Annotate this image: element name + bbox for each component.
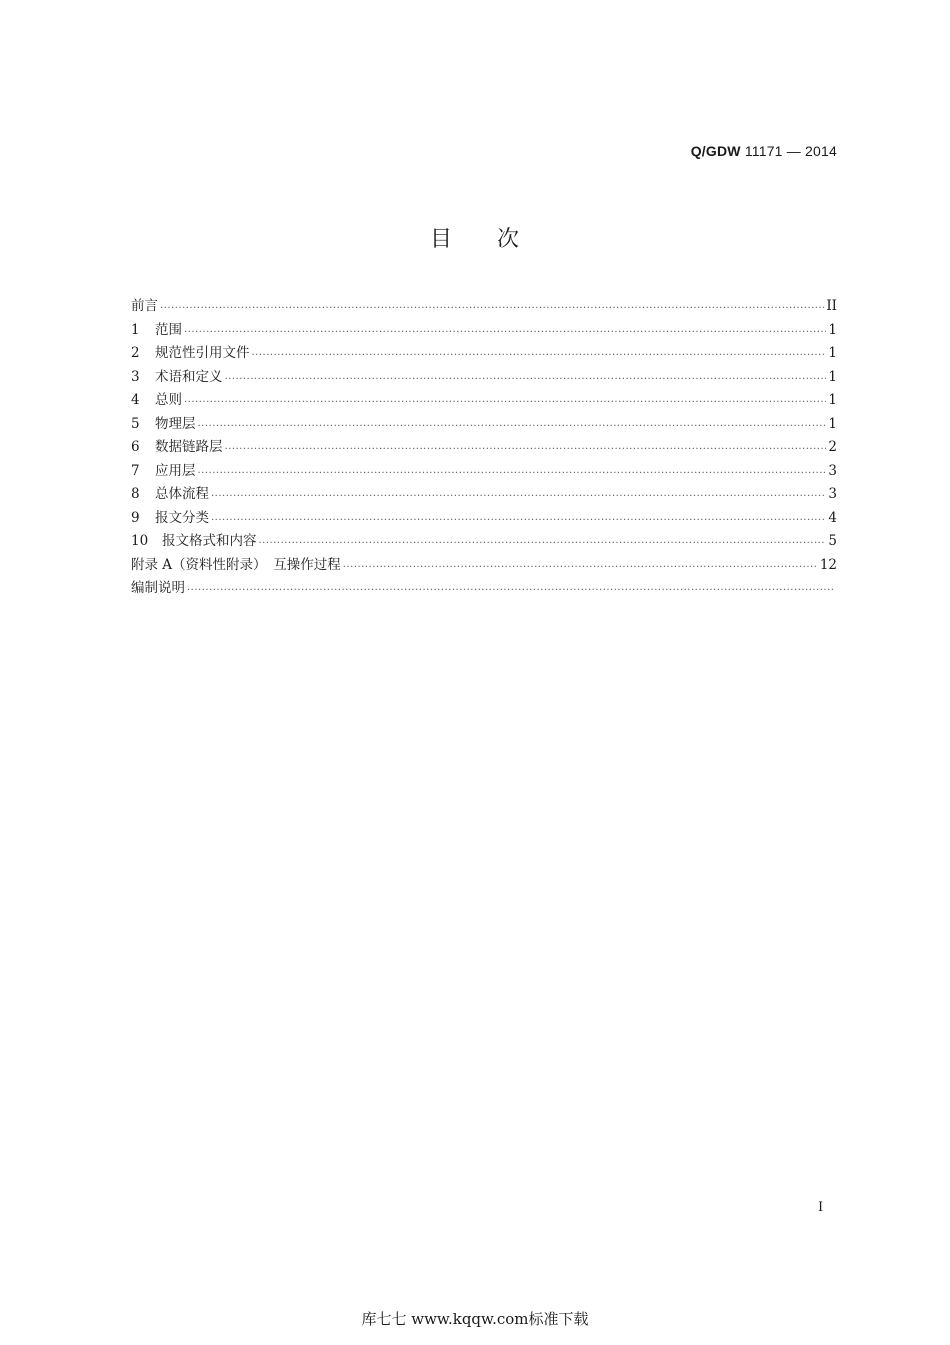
toc-entry-page: 1 (828, 368, 837, 385)
toc-entry[interactable] (131, 578, 837, 602)
toc-title-char-1: 目 (429, 227, 453, 252)
toc-entry-number: 9 (131, 509, 140, 526)
toc-entry-label: 总则 (155, 392, 182, 408)
toc-entry-page: 5 (828, 533, 837, 549)
toc-entry[interactable] (131, 508, 837, 532)
toc-entry-label: 物理层 (155, 415, 196, 432)
toc-entry[interactable] (131, 390, 837, 414)
toc-entry[interactable] (131, 320, 837, 344)
toc-entry-page: 1 (828, 392, 837, 408)
toc-entry[interactable] (131, 484, 837, 508)
toc-entry-label: 报文格式和内容 (162, 533, 257, 549)
toc-entry-page: 3 (828, 462, 837, 479)
toc-leader-dots (184, 320, 826, 340)
toc-entry-label: 术语和定义 (155, 368, 223, 385)
toc-entry[interactable] (131, 531, 837, 555)
toc-leader-dots (225, 367, 827, 387)
toc-leader-dots (198, 461, 827, 481)
toc-entry-number: 1 (131, 321, 140, 338)
standard-code-number: 11171 — 2014 (744, 143, 837, 159)
toc-entry-number: 10 (131, 533, 149, 549)
toc-entry-number: 7 (131, 462, 140, 479)
toc-entry-page: 1 (828, 321, 837, 338)
toc-entry-label: 编制说明 (131, 580, 185, 596)
toc-entry-label: 范围 (155, 321, 182, 338)
table-of-contents (131, 296, 837, 602)
toc-entry-label: 报文分类 (155, 509, 209, 526)
toc-entry-page: 3 (828, 486, 837, 502)
toc-entry[interactable] (131, 414, 837, 438)
toc-title-char-2: 次 (497, 227, 521, 252)
toc-leader-dots (259, 531, 827, 551)
standard-code-prefix: Q/GDW (690, 143, 741, 159)
toc-entry-page: 2 (828, 439, 837, 455)
toc-entry-label: 规范性引用文件 (155, 345, 250, 361)
toc-entry[interactable] (131, 437, 837, 461)
toc-entry[interactable] (131, 367, 837, 391)
toc-entry-page: II (826, 298, 837, 314)
toc-entry[interactable] (131, 296, 837, 320)
toc-entry-appendix[interactable] (131, 555, 837, 579)
toc-entry-label: 前言 (131, 298, 158, 314)
toc-entry-label: 应用层 (155, 462, 196, 479)
toc-leader-dots (225, 437, 827, 457)
toc-leader-dots (160, 296, 824, 316)
toc-entry-number: 2 (131, 345, 140, 361)
toc-title (0, 222, 950, 253)
toc-entry-number: 8 (131, 486, 140, 502)
toc-entry-page: 1 (828, 415, 837, 432)
toc-entry-number: 4 (131, 392, 140, 408)
toc-entry-label: 总体流程 (155, 486, 209, 502)
toc-leader-dots (184, 390, 826, 410)
standard-code (691, 143, 837, 159)
page-number: I (818, 1200, 824, 1215)
toc-entry[interactable] (131, 461, 837, 485)
toc-entry-label: 附录 A（资料性附录） 互操作过程 (131, 556, 341, 573)
toc-entry-number: 6 (131, 439, 140, 455)
toc-entry-label: 数据链路层 (155, 439, 223, 455)
toc-entry-number: 3 (131, 368, 140, 385)
toc-entry-number: 5 (131, 415, 140, 432)
toc-leader-dots (252, 343, 827, 363)
toc-leader-dots (211, 484, 826, 504)
toc-entry[interactable] (131, 343, 837, 367)
footer-watermark-text: 库七七 www.kqqw.com标准下载 (361, 1310, 589, 1328)
toc-entry-page: 4 (828, 509, 837, 526)
toc-leader-dots (343, 555, 818, 575)
toc-leader-dots (211, 508, 826, 528)
toc-leader-dots (198, 414, 827, 434)
toc-leader-dots (187, 578, 835, 598)
toc-entry-page: 1 (828, 345, 837, 361)
toc-entry-page: 12 (819, 556, 837, 573)
